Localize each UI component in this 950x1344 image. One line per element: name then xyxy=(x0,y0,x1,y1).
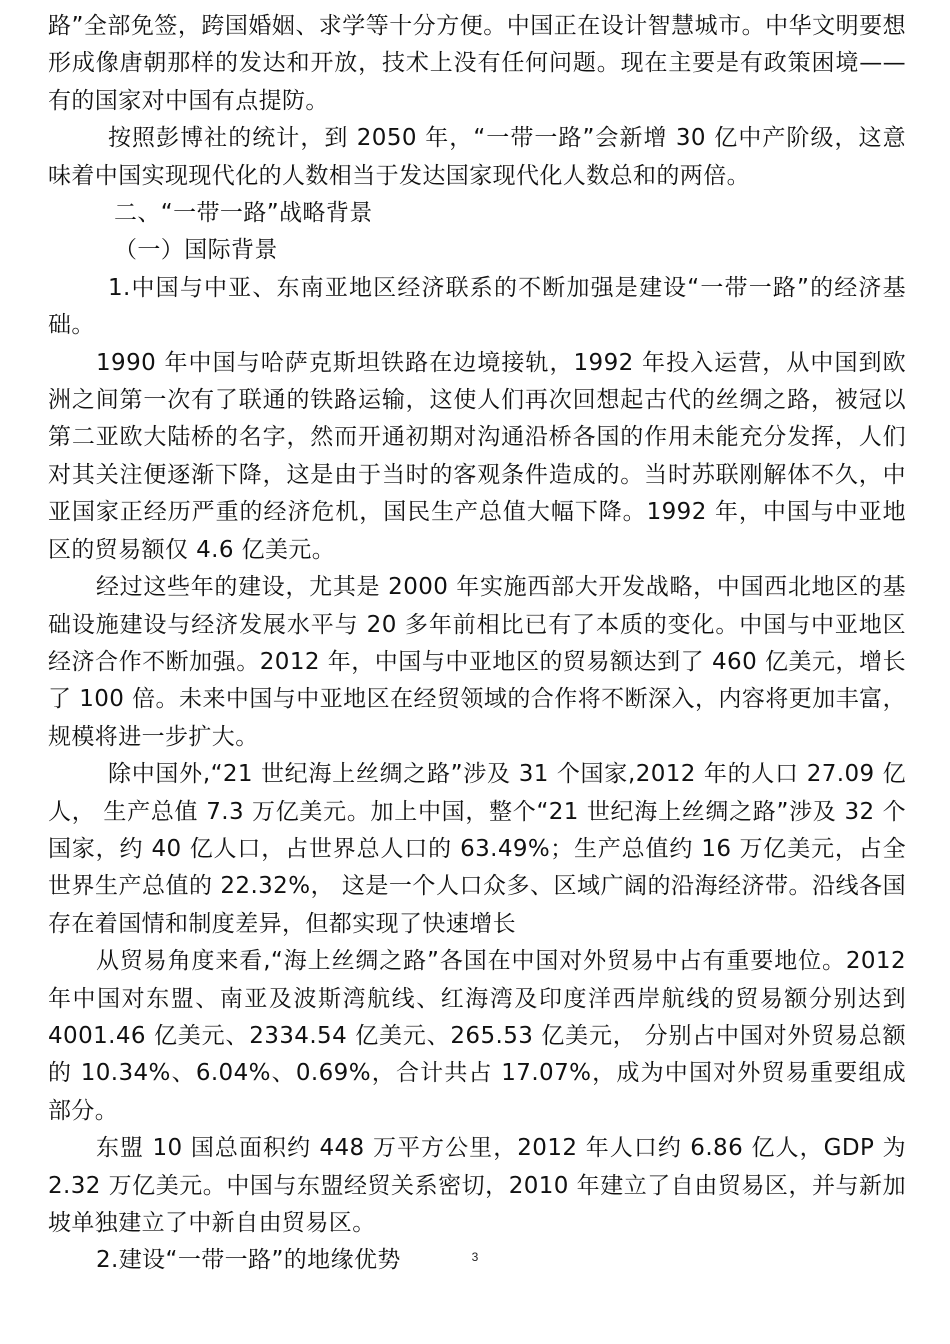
paragraph-trade: 从贸易角度来看,“海上丝绸之路”各国在中国对外贸易中占有重要地位。2012 年中国对东盟、南亚及波斯湾航线、红海湾及印度洋西岸航线的贸易额分别达到 4001.46 亿美元、2334.54 亿美元、265.53 亿美元， 分别占中国对外贸易总额的 10.34%、6.04%、0.69%，合计共占 17.07%，成为中国对外贸易重要组成部分。 xyxy=(48,948,906,1124)
document-page xyxy=(48,8,906,1280)
paragraph-railway: 1990 年中国与哈萨克斯坦铁路在边境接轨，1992 年投入运营，从中国到欧洲之间第一次有了联通的铁路运输，这使人们再次回想起古代的丝绸之路，被冠以第二亚欧大陆桥的名字，然而开通初期对沟通沿桥各国的作用未能充分发挥，人们对其关注便逐渐下降，这是由于当时的客观条件造成的。当时苏联刚解体不久，中亚国家正经历严重的经济危机，国民生产总值大幅下降。1992 年，中国与中亚地区的贸易额仅 4.6 亿美元。 xyxy=(48,349,906,563)
paragraph-maritime-silk-road: 除中国外,“21 世纪海上丝绸之路”涉及 31 个国家,2012 年的人口 27.09 亿人， 生产总值 7.3 万亿美元。加上中国，整个“21 世纪海上丝绸之路”涉及 32 个国家，约 40 亿人口，占世界总人口的 63.49%；生产总值约 16 万亿美元，占全世界生产总值的 22.32%， 这是一个人口众多、区域广阔的沿海经济带。沿线各国存在着国情和制度差异，但都实现了快速增长 xyxy=(48,761,906,937)
section-heading: 二、“一带一路”战略背景 xyxy=(114,200,373,227)
paragraph-development: 经过这些年的建设，尤其是 2000 年实施西部大开发战略，中国西北地区的基础设施建设与经济发展水平与 20 多年前相比已有了本质的变化。中国与中亚地区经济合作不断加强。2012 年，中国与中亚地区的贸易额达到了 460 亿美元，增长了 100 倍。未来中国与中亚地区在经贸领域的合作将不断深入，内容将更加丰富，规模将进一步扩大。 xyxy=(48,574,906,750)
paragraph-asean: 东盟 10 国总面积约 448 万平方公里，2012 年人口约 6.86 亿人，GDP 为 2.32 万亿美元。中国与东盟经贸关系密切，2010 年建立了自由贸易区，并与新加坡单独建立了中新自由贸易区。 xyxy=(48,1135,906,1236)
paragraph-bloomberg: 按照彭博社的统计，到 2050 年，“一带一路”会新增 30 亿中产阶级，这意味着中国实现现代化的人数相当于发达国家现代化人数总和的两倍。 xyxy=(48,125,906,189)
paragraph-continuation: 路”全部免签，跨国婚姻、求学等十分方便。中国正在设计智慧城市。中华文明要想形成像唐朝那样的发达和开放，技术上没有任何问题。现在主要是有政策困境——有的国家对中国有点提防。 xyxy=(48,13,906,114)
numbered-point-1: 1.中国与中亚、东南亚地区经济联系的不断加强是建设“一带一路”的经济基础。 xyxy=(48,274,906,339)
numbered-point-2: 2.建设“一带一路”的地缘优势 xyxy=(96,1247,401,1274)
subsection-heading: （一）国际背景 xyxy=(114,237,278,264)
page-number: 3 xyxy=(471,1250,479,1264)
